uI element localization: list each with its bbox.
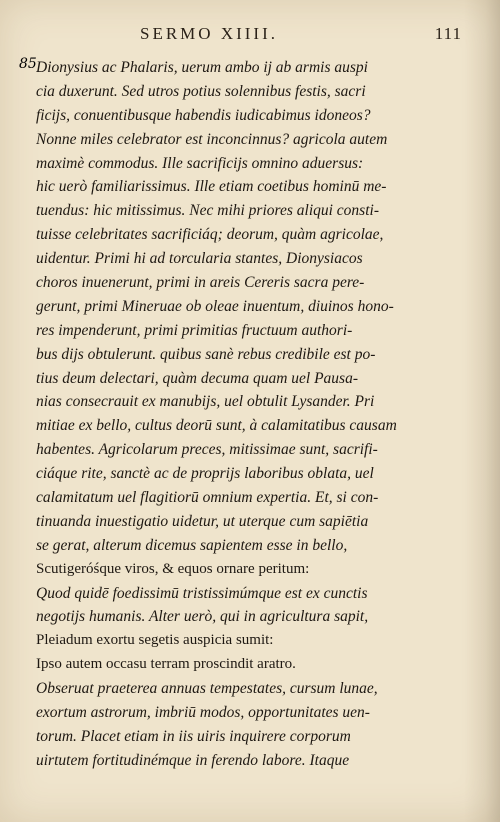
text-line: Pleiadum exortu segetis auspicia sumit: <box>36 632 274 649</box>
text-line: tuisse celebritates sacrificiáq; deorum, quàm agricolae, <box>36 226 384 244</box>
text-line: uirtutem fortitudinémque in ferendo labore. Itaque <box>36 751 350 769</box>
text-line: Nonne miles celebrator est inconcinnus? agricola autem <box>36 130 388 148</box>
text-line: uidentur. Primi hi ad torcularia stantes, Dionysiacos <box>36 250 363 268</box>
text-line: gerunt, primi Mineruae ob oleae inuentum, diuinos hono- <box>36 297 394 315</box>
page-number: 111 <box>434 24 462 43</box>
text-line: maximè commodus. Ille sacrificijs omnino aduersus: <box>36 154 364 172</box>
page-gutter-shadow <box>464 0 500 822</box>
text-line: exortum astrorum, imbriū modos, opportunitates uen- <box>36 704 370 722</box>
text-line: habentes. Agricolarum preces, mitissimae sunt, sacrifi- <box>36 441 378 459</box>
text-line: Obseruat praeterea annuas tempestates, cursum lunae, <box>36 680 378 698</box>
text-line: res impenderunt, primi primitias fructuum authori- <box>36 321 353 339</box>
page-header <box>140 24 462 48</box>
text-line: nias consecrauit ex manubijs, uel obtulit Lysander. Pri <box>36 393 375 411</box>
text-line: tuendus: hic mitissimus. Nec mihi priores aliqui consti- <box>36 202 379 220</box>
text-line: se gerat, alterum dicemus sapientem esse in bello, <box>36 536 348 554</box>
text-line: tinuanda inuestigatio uidetur, ut uterque cum sapiētia <box>36 512 369 530</box>
text-line: negotijs humanis. Alter uerò, qui in agricultura sapit, <box>36 608 369 626</box>
text-line: hic uerò familiarissimus. Ille etiam coetibus hominū me- <box>36 178 387 196</box>
text-line: Scutigeróśque viros, & equos ornare peritum: <box>36 560 310 577</box>
running-head: SERMO XIIII. <box>140 24 278 43</box>
text-line: ficijs, conuentibusque habendis iudicabimus idoneos? <box>36 106 371 124</box>
text-line: Quod quidē foedissimū tristissimúmque est ex cunctis <box>36 584 368 602</box>
text-line: tius deum delectari, quàm decuma quam uel Pausa- <box>36 369 358 387</box>
text-line: Ipso autem occasu terram proscindit aratro. <box>36 656 296 673</box>
text-line: bus dijs obtulerunt. quibus sanè rebus credibile est po- <box>36 345 376 363</box>
text-line: torum. Placet etiam in iis uiris inquirere corporum <box>36 727 351 745</box>
text-line: choros inuenerunt, primi in areis Cereris sacra pere- <box>36 274 365 292</box>
text-body <box>19 56 456 773</box>
text-line: calamitatum uel flagitiorū omnium expertia. Et, si con- <box>36 489 379 507</box>
text-line: cia duxerunt. Sed utros potius solennibus festis, sacri <box>36 82 366 100</box>
text-line: Dionysius ac Phalaris, uerum ambo ij ab armis auspi <box>36 59 368 76</box>
text-line: mitiae ex bello, cultus deorū sunt, à calamitatibus causam <box>36 417 397 435</box>
margin-line-number: 85 <box>19 56 37 72</box>
text-line: ciáque rite, sanctè ac de proprijs laboribus oblata, uel <box>36 465 374 483</box>
